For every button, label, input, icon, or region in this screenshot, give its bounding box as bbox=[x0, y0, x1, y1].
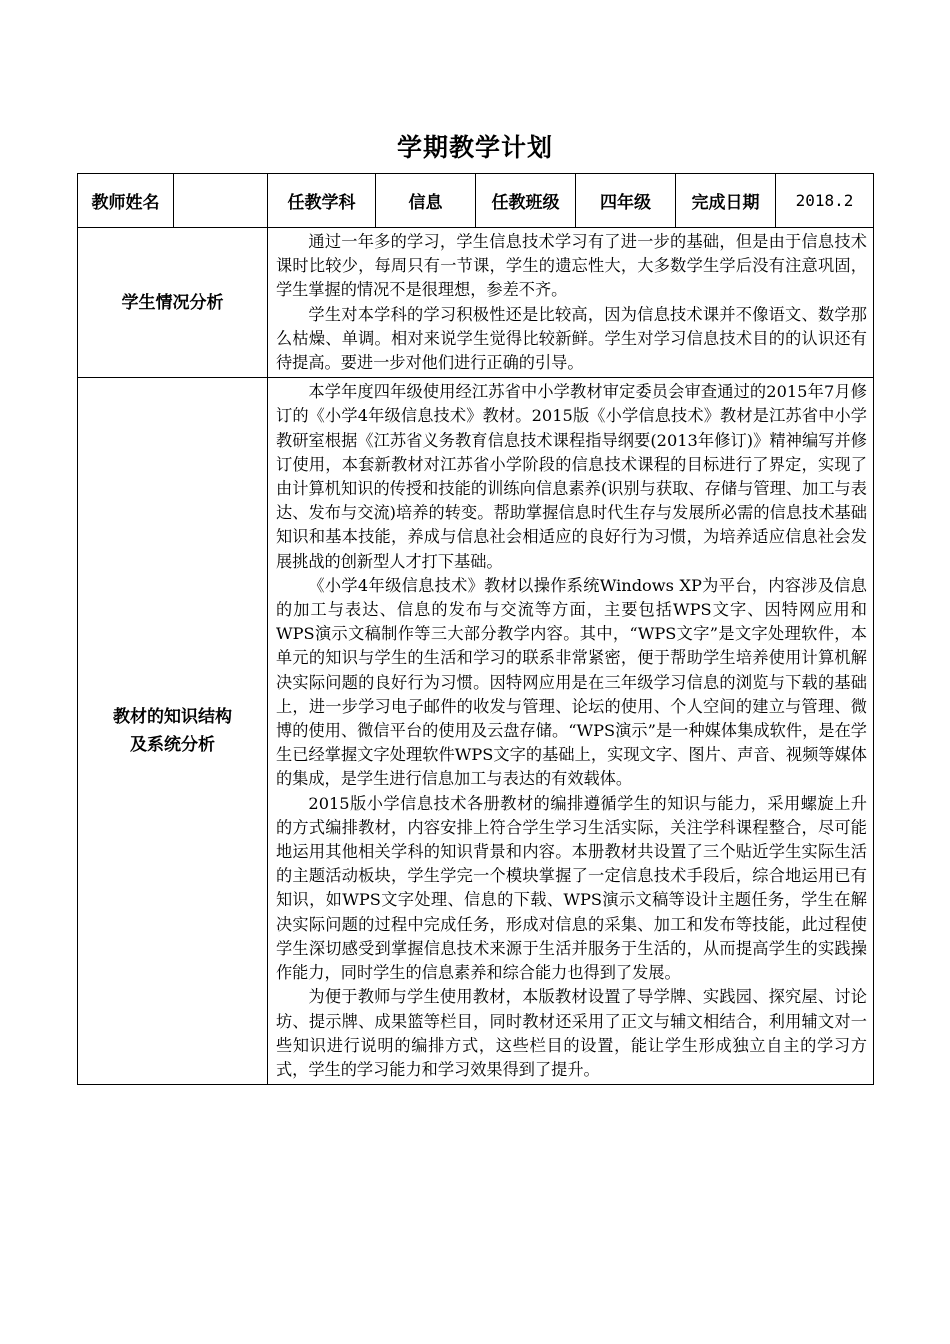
plan-table bbox=[77, 173, 874, 1085]
subject-value: 信息 bbox=[376, 174, 476, 228]
teacher-name-label: 教师姓名 bbox=[78, 174, 174, 228]
label-line: 及系统分析 bbox=[130, 735, 215, 756]
class-label: 任教班级 bbox=[476, 174, 576, 228]
date-label: 完成日期 bbox=[676, 174, 776, 228]
label-line: 教材的知识结构 bbox=[113, 707, 232, 728]
textbook-analysis-row bbox=[78, 378, 874, 1085]
page-title: 学期教学计划 bbox=[396, 133, 553, 162]
student-analysis-row bbox=[78, 228, 874, 378]
paragraph: 学生对本学科的学习积极性还是比较高，因为信息技术课并不像语文、数学那么枯燥、单调。相对来说学生觉得比较新鲜。学生对学习信息技术目的的认识还有待提高。要进一步对他们进行正确的引导。 bbox=[276, 304, 867, 373]
paragraph: 《小学4年级信息技术》教材以操作系统Windows XP为平台，内容涉及信息的加工与表达、信息的发布与交流等方面，主要包括WPS文字、因特网应用和WPS演示文稿制作等三大部分教学内容。其中，“WPS文字”是文字处理软件，本单元的知识与学生的生活和学习的联系非常紧密，便于帮助学生培养使用计算机解决实际问题的良好行为习惯。因特网应用是在三年级学习信息的浏览与下载的基础上，进一步学习电子邮件的收发与管理、论坛的使用、个人空间的建立与管理、微博的使用、微信平台的使用及云盘存储。“WPS演示”是一种媒体集成软件，是在学生已经掌握文字处理软件WPS文字的基础上，实现文字、图片、声音、视频等媒体的集成，是学生进行信息加工与表达的有效载体。 bbox=[276, 575, 867, 789]
student-analysis-content bbox=[268, 228, 874, 378]
teacher-name-value bbox=[174, 174, 268, 228]
textbook-analysis-label bbox=[78, 378, 268, 1085]
header-row bbox=[78, 174, 874, 228]
date-value: 2018.2 bbox=[776, 174, 874, 228]
textbook-analysis-content bbox=[268, 378, 874, 1085]
subject-label: 任教学科 bbox=[268, 174, 376, 228]
paragraph: 为便于教师与学生使用教材，本版教材设置了导学牌、实践园、探究屋、讨论坊、提示牌、成果篮等栏目，同时教材还采用了正文与辅文相结合，利用辅文对一些知识进行说明的编排方式，这些栏目的设置，能让学生形成独立自主的学习方式，学生的学习能力和学习效果得到了提升。 bbox=[276, 987, 867, 1079]
paragraph: 本学年度四年级使用经江苏省中小学教材审定委员会审查通过的2015年7月修订的《小学4年级信息技术》教材。2015版《小学信息技术》教材是江苏省中小学教研室根据《江苏省义务教育信息技术课程指导纲要(2013年修订)》精神编写并修订使用，本套新教材对江苏省小学阶段的信息技术课程的目标进行了界定，实现了由计算机知识的传授和技能的训练向信息素养(识别与获取、存储与管理、加工与表达、发布与交流)培养的转变。帮助掌握信息时代生存与发展所必需的信息技术基础知识和基本技能，养成与信息社会相适应的良好行为习惯，为培养适应信息社会发展挑战的创新型人才打下基础。 bbox=[276, 382, 867, 571]
student-analysis-label: 学生情况分析 bbox=[78, 228, 268, 378]
class-value: 四年级 bbox=[576, 174, 676, 228]
paragraph: 2015版小学信息技术各册教材的编排遵循学生的知识与能力，采用螺旋上升的方式编排教材，内容安排上符合学生学习生活实际，关注学科课程整合，尽可能地运用其他相关学科的知识背景和内容。本册教材共设置了三个贴近学生实际生活的主题活动板块，学生学完一个模块掌握了一定信息技术手段后，综合地运用已有知识，如WPS文字处理、信息的下载、WPS演示文稿等设计主题任务，学生在解决实际问题的过程中完成任务，形成对信息的采集、加工和发布等技能，此过程使学生深切感受到掌握信息技术来源于生活并服务于生活的，从而提高学生的实践操作能力，同时学生的信息素养和综合能力也得到了发展。 bbox=[276, 793, 867, 983]
paragraph: 通过一年多的学习，学生信息技术学习有了进一步的基础，但是由于信息技术课时比较少，每周只有一节课，学生的遗忘性大，大多数学生学后没有注意巩固，学生掌握的情况不是很理想，参差不齐。 bbox=[276, 232, 867, 300]
